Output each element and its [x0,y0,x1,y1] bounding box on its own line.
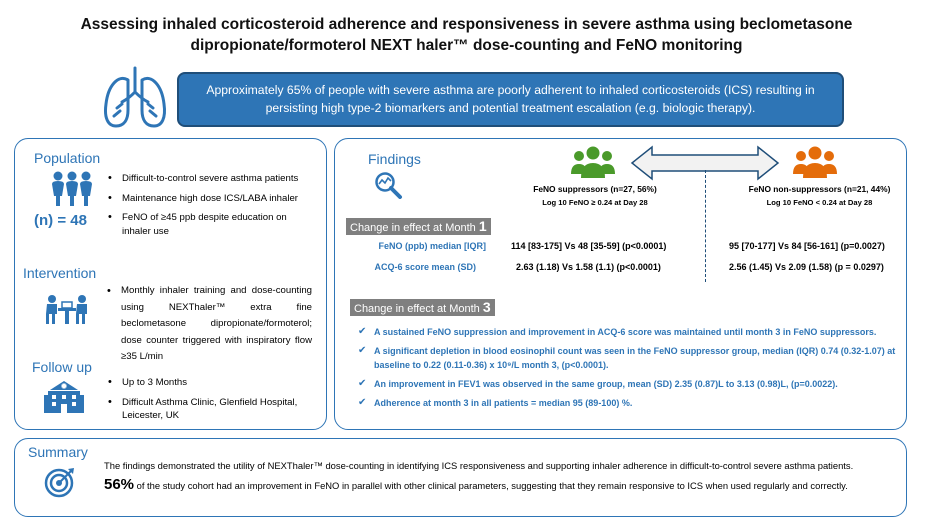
title-line-2: dipropionate/formoterol NEXT haler™ dose-counting and FeNO monitoring [190,37,743,54]
consultation-icon [44,294,90,324]
green-group-icon [570,144,616,180]
month3-finding: ✔ A sustained FeNO suppression and improvement in ACQ-6 score was maintained until month 3 in FeNO suppressors. [358,326,877,337]
acq6-non-suppressors-value: 2.56 (1.45) Vs 2.09 (1.58) (p = 0.0297) [729,262,884,272]
suppressors-label: FeNO suppressors (n=27, 56%) [533,184,657,194]
summary-title: Summary [28,444,88,460]
check-icon: ✔ [358,378,367,389]
followup-title: Follow up [32,359,92,375]
intro-banner: Approximately 65% of people with severe asthma are poorly adherent to inhaled corticosteroids (ICS) resulting in persisting high type-2 biomarkers and potential treatment escalation (e.g. biologic therapy). [177,72,844,127]
summary-line-2-text: of the study cohort had an improvement in FeNO in parallel with other clinical parameters, suggesting that they remain responsive to ICS when used regularly and correctly. [134,480,848,491]
summary-line-2 [104,476,904,493]
intervention-item: • Monthly inhaler training and dose-counting using NEXThaler™ extra fine beclometasone dipropionate/formoterol; dose counter triggered with inspiratory flow ≥35 L/min [107,283,312,366]
population-item: • FeNO of ≥45 ppb despite education on inhaler use [108,211,313,238]
followup-list [108,376,308,429]
month3-finding: ✔ An improvement in FEV1 was observed in the same group, mean (SD) 2.35 (0.87)L to 3.13 (0.98)L, (p=0.0022). [358,378,838,389]
feno-suppressors-value: 114 [83-175] Vs 48 [35-59] (p<0.0001) [511,241,667,251]
check-icon: ✔ [358,345,367,356]
sample-size: (n) = 48 [34,212,87,229]
summary-line-1: The findings demonstrated the utility of NEXThaler™ dose-counting in identifying ICS responsiveness and supporting inhaler adherence in difficult-to-control severe asthma patients. [104,460,854,471]
check-icon: ✔ [358,326,367,337]
month3-number: 3 [482,299,491,315]
month3-header-text: Change in effect at Month [354,303,480,315]
month3-finding: ✔ Adherence at month 3 in all patients = median 95 (89-100) %. [358,397,633,408]
orange-group-icon [792,144,838,180]
hospital-icon [44,381,84,413]
population-item: • Difficult-to-control severe asthma patients [108,172,313,186]
people-group-icon [50,170,94,206]
month3-finding: ✔ A significant depletion in blood eosinophil count was seen in the FeNO suppressor group, median (IQR) 0.74 (0.32-1.07) at baseline to 0.22 (0.11-0.36) x 10⁹/L month 3, (p<0.0001). [358,345,896,370]
month1-number: 1 [478,218,487,234]
title-line-1: Assessing inhaled corticosteroid adherence and responsiveness in severe asthma using beclometasone [80,16,853,33]
suppressors-criterion: Log 10 FeNO ≥ 0.24 at Day 28 [542,198,648,207]
population-list [108,172,313,244]
followup-item: • Difficult Asthma Clinic, Glenfield Hospital, Leicester, UK [108,396,308,423]
month3-findings-list [358,325,896,415]
summary-percentage: 56% [104,476,135,493]
acq6-row-label: ACQ-6 score mean (SD) [374,262,476,272]
poster-title [20,14,913,56]
population-title: Population [34,150,101,166]
intervention-list [107,283,312,372]
month1-header [346,218,491,235]
findings-title: Findings [368,151,421,167]
feno-row-label: FeNO (ppb) median [IQR] [378,241,486,251]
non-suppressors-criterion: Log 10 FeNO < 0.24 at Day 28 [766,198,873,207]
group-divider [705,170,706,282]
acq6-suppressors-value: 2.63 (1.18) Vs 1.58 (1.1) (p<0.0001) [516,262,661,272]
intervention-title: Intervention [23,265,97,281]
check-icon: ✔ [358,397,367,408]
month3-header [350,299,495,316]
followup-item: • Up to 3 Months [108,376,308,390]
magnifier-chart-icon [374,171,404,199]
target-icon [44,466,76,498]
non-suppressors-label: FeNO non-suppressors (n=21, 44%) [748,184,891,194]
month1-header-text: Change in effect at Month [350,222,476,234]
lungs-icon [100,64,170,130]
population-item: • Maintenance high dose ICS/LABA inhaler [108,192,313,206]
feno-non-suppressors-value: 95 [70-177] Vs 84 [56-161] (p=0.0027) [729,241,885,251]
